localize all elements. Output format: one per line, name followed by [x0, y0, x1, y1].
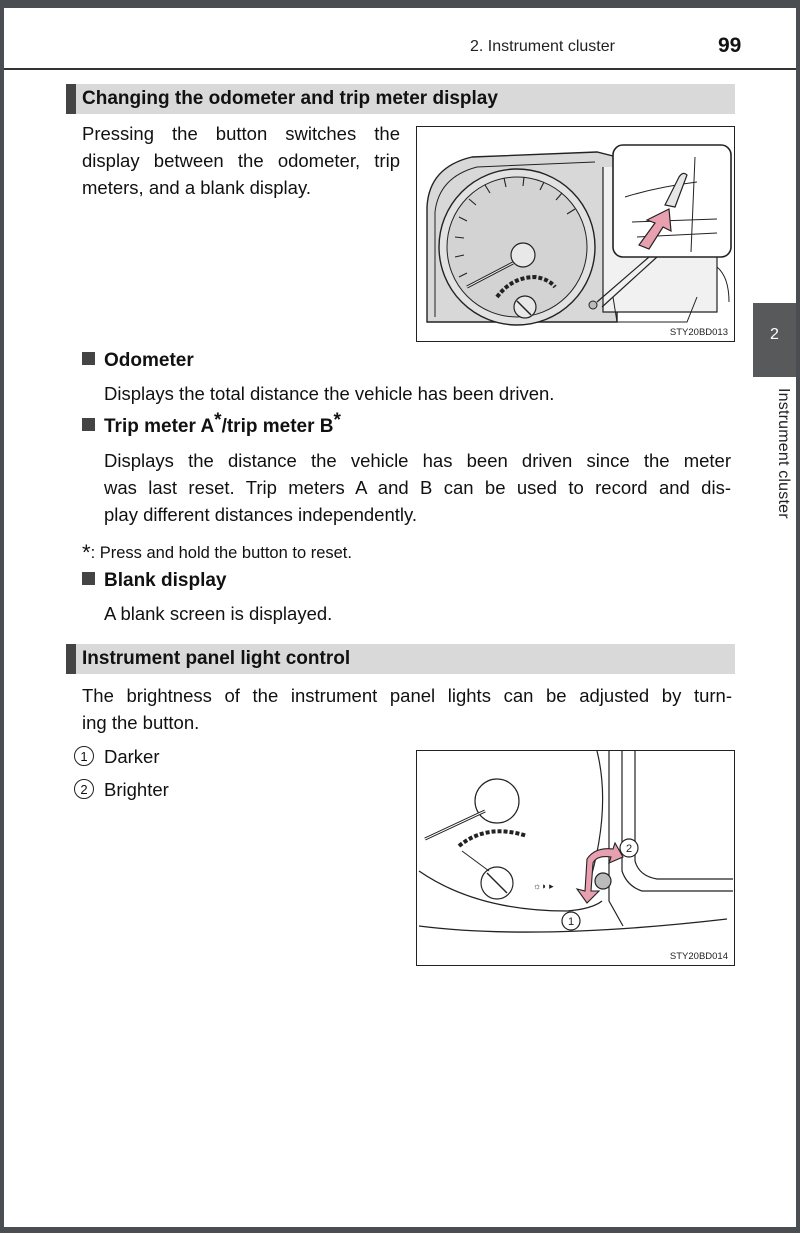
- svg-text:☼◗ ▸: ☼◗ ▸: [533, 881, 554, 891]
- footnote-star: *: [82, 540, 91, 565]
- footnote-text: : Press and hold the button to reset.: [90, 544, 352, 562]
- footnote: [82, 540, 352, 566]
- page-number: 99: [718, 34, 742, 57]
- section-heading-panel-light: Instrument panel light control: [66, 644, 735, 674]
- text-line: Displays the distance the vehicle has been driven since the meter: [104, 450, 731, 471]
- text-line: play different distances independently.: [104, 504, 418, 525]
- cluster-illustration: [417, 127, 733, 340]
- chapter-side-label: Instrument cluster: [775, 388, 792, 519]
- text-line: was last reset. Trip meters A and B can be used to record and dis-: [104, 477, 731, 498]
- item-heading-blank-display: [82, 569, 227, 593]
- number-circle-icon: 2: [74, 779, 94, 799]
- header-divider: [4, 68, 796, 70]
- chapter-title: 2. Instrument cluster: [470, 38, 615, 55]
- intro-line: meters, and a blank display.: [82, 177, 311, 198]
- star-mark: *: [333, 410, 341, 431]
- item-text-odometer: Displays the total distance the vehicle has been driven.: [104, 383, 555, 404]
- figure-panel-light-button: [416, 750, 735, 966]
- manual-page: [4, 8, 796, 1227]
- section-heading-odometer: Changing the odometer and trip meter display: [66, 84, 735, 114]
- figure-odometer-button: [416, 126, 735, 342]
- section2-intro: [82, 682, 732, 736]
- option-darker: [74, 745, 160, 769]
- item-title-b: /trip meter B: [221, 416, 334, 437]
- number-circle-icon: 1: [74, 746, 94, 766]
- option-label: Darker: [104, 746, 160, 767]
- text-line: The brightness of the instrument panel lights can be adjusted by turn-: [82, 685, 732, 706]
- section1-intro: [82, 120, 400, 201]
- figure-code: STY20BD014: [669, 951, 728, 962]
- bullet-square-icon: [82, 418, 95, 431]
- figure-code: STY20BD013: [669, 327, 728, 338]
- text-line: ing the button.: [82, 712, 200, 733]
- item-title: Blank display: [104, 570, 227, 591]
- item-text-blank-display: A blank screen is displayed.: [104, 603, 333, 624]
- chapter-tab[interactable]: 2: [753, 303, 796, 377]
- item-title: Odometer: [104, 350, 194, 371]
- item-heading-odometer: [82, 349, 194, 373]
- intro-line: display between the odometer, trip: [82, 150, 400, 171]
- bullet-square-icon: [82, 352, 95, 365]
- option-label: Brighter: [104, 779, 169, 800]
- star-mark: *: [214, 410, 222, 431]
- callout-2-label: 2: [625, 843, 633, 855]
- bullet-square-icon: [82, 572, 95, 585]
- item-text-trip-meter: [104, 447, 731, 528]
- dimmer-illustration: [417, 751, 733, 964]
- intro-line: Pressing the button switches the: [82, 123, 400, 144]
- option-brighter: [74, 778, 169, 802]
- item-heading-trip-meter: [82, 410, 341, 439]
- callout-1-label: 1: [567, 916, 575, 928]
- item-title-a: Trip meter A: [104, 416, 215, 437]
